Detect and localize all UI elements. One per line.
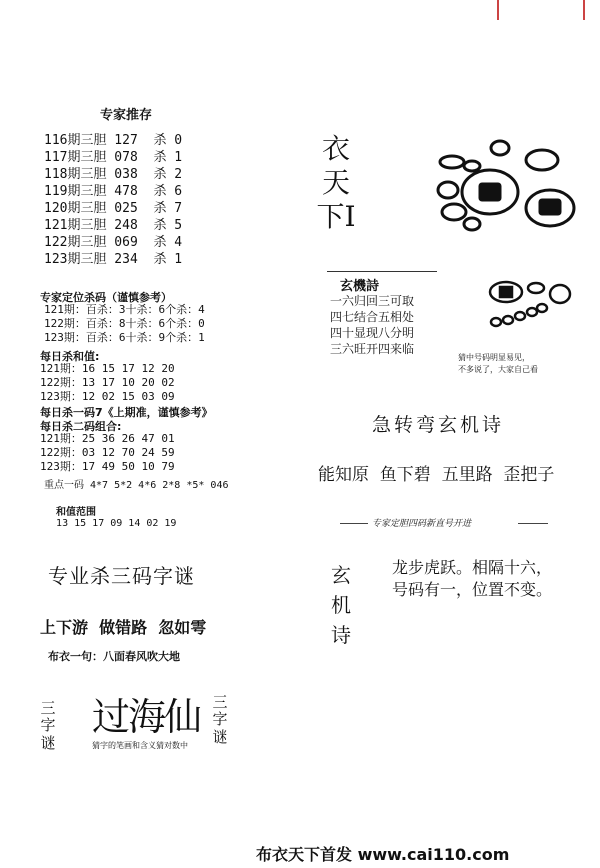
riddle-hint: 猜字的笔画和含义猜对数中 bbox=[92, 741, 188, 750]
list-item: 123期：17 49 50 10 79 bbox=[40, 460, 175, 473]
coin-chain-icon bbox=[476, 274, 576, 336]
position-kill-title: 专家定位杀码（谨慎参考） bbox=[40, 291, 172, 304]
xuanji-lines bbox=[330, 293, 414, 357]
riddle-line1: 上下游 做错路 忽如雩 bbox=[40, 618, 207, 637]
list-item: 121期：16 15 17 12 20 bbox=[40, 362, 175, 375]
list-item: 122期：13 17 10 20 02 bbox=[40, 376, 175, 389]
list-item: 120期三胆 025 杀 7 bbox=[44, 201, 183, 216]
list-item: 121期三胆 248 杀 5 bbox=[44, 218, 183, 233]
riddle-line2: 布衣一句：八面春风吹大地 bbox=[48, 650, 180, 663]
divider-right-rule bbox=[518, 523, 548, 524]
xuanji-top-rule bbox=[327, 271, 437, 272]
expert-list bbox=[44, 132, 182, 268]
urgent-title: 急转弯玄机诗 bbox=[372, 414, 505, 436]
riddle-left-vertical: 三字谜 bbox=[40, 699, 56, 752]
expert-title: 专家推存 bbox=[100, 108, 153, 123]
coin-string-icon bbox=[432, 130, 582, 240]
list-item: 123期：12 02 15 03 09 bbox=[40, 390, 175, 403]
xuanji-title: 玄機詩 bbox=[340, 279, 380, 294]
list-item: 122期：百杀：8十杀：6个杀：0 bbox=[44, 317, 205, 330]
riddle-right-vertical: 三字谜 bbox=[212, 693, 228, 746]
list-item: 122期三胆 069 杀 4 bbox=[44, 235, 183, 250]
two-code-title: 每日杀二码组合: bbox=[40, 420, 122, 433]
sum-range-label: 和值范围 bbox=[56, 507, 97, 518]
list-item: 121期：百杀：3十杀：6个杀：4 bbox=[44, 303, 205, 316]
poem-line1: 龙步虎跃。相隔十六， bbox=[392, 558, 553, 577]
list-item: 四七结合五相处 bbox=[330, 310, 415, 324]
poem-vertical-title: 玄机诗 bbox=[331, 563, 351, 647]
divider-left-rule bbox=[340, 523, 368, 524]
sum-kill-list bbox=[40, 362, 175, 404]
footer-text: 布衣天下首发 www.cai110.com bbox=[256, 845, 510, 864]
position-kill-list bbox=[44, 303, 205, 345]
two-code-list bbox=[40, 432, 175, 474]
sum-range bbox=[44, 492, 176, 529]
top-divider-right bbox=[583, 0, 585, 20]
riddle-title: 专业杀三码字谜 bbox=[48, 564, 195, 588]
one-code-title: 每日杀一码7《上期准，谨慎参考》 bbox=[40, 406, 213, 419]
list-item: 121期：25 36 26 47 01 bbox=[40, 432, 175, 445]
list-item: 122期：03 12 70 24 59 bbox=[40, 446, 175, 459]
brand-vertical-title: 衣天下I bbox=[316, 132, 356, 233]
list-item: 123期三胆 234 杀 1 bbox=[44, 252, 183, 267]
list-item: 118期三胆 038 杀 2 bbox=[44, 167, 183, 182]
list-item: 一六归回三可取 bbox=[330, 294, 415, 308]
note-line1: 猜中号码明显易见， bbox=[458, 353, 530, 362]
riddle-center-big: 过海仙 bbox=[92, 695, 201, 739]
list-item: 116期三胆 127 杀 0 bbox=[44, 133, 183, 148]
poem-line2: 号码有一，位置不变。 bbox=[392, 580, 553, 599]
top-divider-left bbox=[497, 0, 499, 20]
list-item: 四十显现八分明 bbox=[330, 326, 415, 340]
sum-kill-title: 每日杀和值: bbox=[40, 350, 100, 363]
list-item: 三六旺开四来临 bbox=[330, 342, 415, 356]
note-line2: 不多说了，大家自己看 bbox=[458, 365, 538, 374]
list-item: 123期：百杀：6十杀：9个杀：1 bbox=[44, 331, 205, 344]
list-item: 117期三胆 078 杀 1 bbox=[44, 150, 183, 165]
sum-range-values: 13 15 17 09 14 02 19 bbox=[56, 518, 177, 529]
divider-text: 专家定胆四码新直号开进 bbox=[372, 519, 472, 529]
list-item: 119期三胆 478 杀 6 bbox=[44, 184, 183, 199]
urgent-line: 能知原 鱼下碧 五里路 歪把子 bbox=[318, 465, 555, 485]
focus-code: 重点一码 4*7 5*2 4*6 2*8 *5* 046 bbox=[44, 480, 229, 491]
